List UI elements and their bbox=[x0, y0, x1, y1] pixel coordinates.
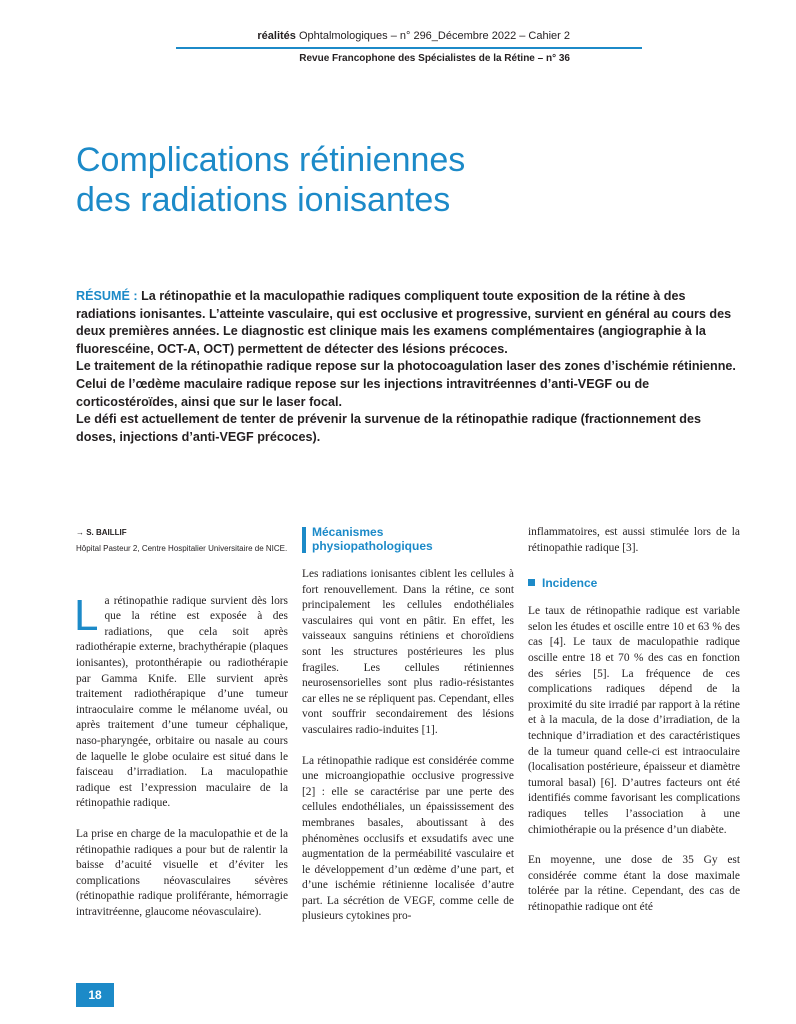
column-1 bbox=[76, 525, 288, 935]
journal-subtitle: Revue Francophone des Spécialistes de la Rétine – n° 36 bbox=[299, 53, 570, 64]
abstract-paragraph-3: Le défi est actuellement de tenter de prévenir la survenue de la rétinopathie radique (fractionnement des doses, injections d’anti-VEGF précoces). bbox=[76, 412, 701, 444]
intro-paragraph-2: La prise en charge de la maculopathie et de la rétinopathie radiques a pour but de ralentir la baisse d’acuité visuelle et d’éviter les complications néovasculaires sévères (rétinopathie radique proliférante, hémorragie intravitréenne, glaucome néovasculaire). bbox=[76, 827, 288, 918]
column-2 bbox=[302, 525, 514, 940]
section-marker bbox=[302, 527, 306, 553]
section-title-line-1: Mécanismes bbox=[312, 525, 384, 539]
section-title-line-2: physiopathologiques bbox=[312, 539, 433, 553]
section-marker bbox=[528, 579, 535, 586]
section-heading-incidence bbox=[528, 576, 740, 590]
intro-text-1: a rétinopathie radique survient dès lors que la rétine est exposée à des radiations, que cela soit après radiothérapie externe, brachythérapie (plaques ionisantes), protonthérapie ou radiothérapie par Gamma Knife. Elle survient après traitement radiothérapique d’une tumeur intraoculaire comme le mélanome uvéal, ou après traitement d’une tumeur céphalique, naso-pharyngée, orbitaire ou nasale au cours de laquelle le globe oculaire est situé dans le faisceau d’irradiation. La maculopathie radique est l’expression maculaire de la rétinopathie radique. bbox=[76, 594, 288, 810]
header-rule bbox=[176, 47, 642, 49]
section-title: Incidence bbox=[542, 576, 598, 591]
title-line-2: des radiations ionisantes bbox=[76, 181, 451, 219]
author-affiliation: Hôpital Pasteur 2, Centre Hospitalier Universitaire de NICE. bbox=[76, 543, 288, 553]
continued-paragraph: inflammatoires, est aussi stimulée lors de la rétinopathie radique [3]. bbox=[528, 526, 740, 554]
mechanisms-paragraph-2: La rétinopathie radique est considérée comme une microangiopathie occlusive progressive [2] : elle se caractérise par une perte des cellules endothéliales, un épaississement des membranes basales, aboutissant à des phénomènes occlusifs et exsudatifs avec une augmentation de la perméabilité vasculaire et le développement d’un œdème d’une part, et d’une ischémie rétinienne localisée d’autre part. La sécrétion de VEGF, comme celle de plusieurs cytokines pro- bbox=[302, 754, 514, 923]
abstract-text-1: La rétinopathie et la maculopathie radiques compliquent toute exposition de la rétine à des radiations ionisantes. L’atteinte vasculaire, qui est occlusive et progressive, survient en général au cours des deux premières années. Le diagnostic est clinique mais les examens complémentaires (angiographie à la fluorescéine, OCT-A, OCT) permettent de détecter des lésions précoces. bbox=[76, 289, 732, 356]
title-line-1: Complications rétiniennes bbox=[76, 141, 466, 179]
drop-cap: L bbox=[74, 590, 99, 640]
abstract-label: RÉSUMÉ : bbox=[76, 289, 138, 303]
author-name: → S. BAILLIF bbox=[76, 528, 127, 537]
section-heading-mecanismes bbox=[302, 525, 514, 553]
mechanisms-paragraph-1: Les radiations ionisantes ciblent les cellules à fort renouvellement. Dans la rétine, ce sont principalement les cellules endothéliales vasculaires qui vont en pâtir. En effet, les vaisseaux sanguins rétiniens et choroïdiens sont les structures postérieures les plus fragiles. Les cellules rétiniennes neurosensorielles sont plus radio-résistantes car elles ne se répliquent pas. Cependant, elles vont souffrir secondairement des lésions vasculaires radio-induites [1]. bbox=[302, 568, 514, 736]
journal-issue: Ophtalmologiques – n° 296_Décembre 2022 – Cahier 2 bbox=[295, 30, 570, 42]
journal-brand: réalités bbox=[257, 30, 296, 42]
article-title bbox=[76, 140, 736, 220]
intro-paragraph-1 bbox=[74, 590, 288, 812]
page-number: 18 bbox=[76, 983, 114, 1007]
abstract bbox=[76, 288, 740, 446]
column-3 bbox=[528, 525, 740, 930]
abstract-paragraph-1 bbox=[76, 288, 740, 358]
incidence-paragraph-1: Le taux de rétinopathie radique est variable selon les études et oscille entre 10 et 63 % des cas [4]. Le taux de maculopathie radique oscille entre 18 et 70 % des cas en fonction des séries [5]. La fréquence de ces complications radiques dépend de la proximité du site irradié par rapport à la rétine et à la macula, de la dose d’irradiation, de la technique d’irradiation et des caractéristiques de la tumeur quand celle-ci est intraoculaire (localisation postérieure, épaisseur et diamètre tumoral basal) [6]. D’autres facteurs ont été identifiés comme favorisant les complications radiques telles l’association à une chimiothérapie ou la présence d’un diabète. bbox=[528, 605, 740, 836]
incidence-paragraph-2: En moyenne, une dose de 35 Gy est considérée comme étant la dose maximale tolérée par la rétine. Cependant, des cas de rétinopathie radique ont été bbox=[528, 854, 740, 913]
journal-header bbox=[257, 30, 570, 42]
abstract-paragraph-2: Le traitement de la rétinopathie radique repose sur la photocoagulation laser des zones d’ischémie rétinienne. Celui de l’œdème maculaire radique repose sur les injections intravitréennes d’anti-VEGF ou de corticostéroïdes, ainsi que sur le laser focal. bbox=[76, 359, 736, 409]
